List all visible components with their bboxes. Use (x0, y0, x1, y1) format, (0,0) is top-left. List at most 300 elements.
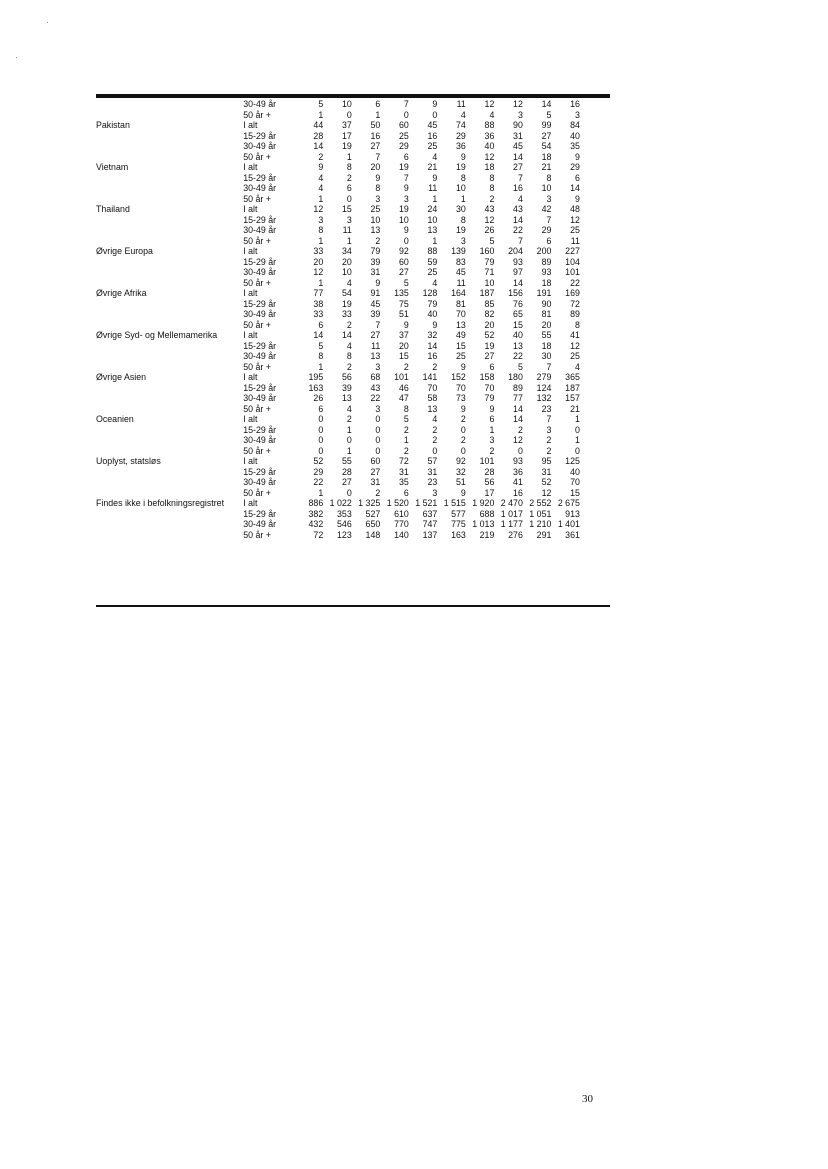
value-cell: 28 (313, 130, 324, 142)
country-label (96, 531, 243, 542)
value-cell: 128 (422, 288, 438, 299)
value-cell: 27 (541, 130, 552, 142)
value-cell: 9 (375, 172, 381, 184)
value-cell: 886 (308, 498, 324, 509)
value-cell: 637 (422, 508, 438, 520)
country-label (96, 426, 243, 437)
age-group-label: 50 år + (243, 529, 271, 541)
value-cell: 10 (541, 183, 552, 194)
value-cell: 9 (318, 162, 324, 173)
value-cell: 8 (346, 162, 352, 173)
value-cell: 16 (427, 351, 438, 362)
value-cell: 82 (484, 309, 495, 320)
value-cell: 18 (541, 151, 552, 163)
value-cell: 25 (427, 267, 438, 278)
value-cell: 12 (484, 151, 495, 163)
country-label (96, 174, 243, 185)
value-cell: 10 (341, 267, 352, 278)
value-cell: 5 (546, 109, 552, 121)
value-cell: 19 (456, 162, 466, 173)
value-cell: 2 (375, 487, 381, 499)
value-cell: 27 (341, 477, 352, 488)
value-cell: 527 (365, 508, 381, 520)
country-label: Thailand (96, 204, 130, 215)
country-label (96, 268, 243, 279)
value-cell: 4 (346, 340, 352, 352)
value-cell: 577 (451, 508, 466, 520)
table-bottom-rule (96, 605, 610, 607)
value-cell: 60 (398, 120, 409, 131)
country-label (96, 142, 243, 153)
value-cell: 40 (513, 330, 523, 341)
value-cell: 1 (346, 235, 352, 247)
value-cell: 70 (484, 382, 495, 394)
value-cell: 3 (460, 235, 466, 247)
value-cell: 39 (370, 309, 381, 320)
value-cell: 99 (541, 120, 552, 131)
value-cell: 50 (370, 120, 381, 131)
value-cell: 42 (541, 204, 552, 215)
value-cell: 6 (403, 487, 409, 499)
value-cell: 31 (398, 466, 409, 478)
value-cell: 1 210 (529, 519, 552, 530)
value-cell: 93 (513, 456, 523, 467)
value-cell: 14 (513, 214, 523, 226)
value-cell: 2 (318, 151, 324, 163)
value-cell: 14 (313, 330, 324, 341)
table-row (96, 216, 580, 227)
country-label (96, 520, 243, 531)
age-group-label: 50 år + (243, 151, 271, 163)
value-cell: 688 (479, 508, 495, 520)
value-cell: 0 (375, 414, 381, 425)
table-row (96, 331, 580, 342)
value-cell: 40 (427, 309, 438, 320)
value-cell: 16 (427, 130, 438, 142)
value-cell: 14 (513, 151, 523, 163)
table-row (96, 111, 580, 122)
value-cell: 48 (570, 204, 580, 215)
value-cell: 0 (318, 435, 324, 446)
country-label: Uoplyst, statsløs (96, 456, 161, 467)
value-cell: 546 (337, 519, 352, 530)
value-cell: 26 (313, 393, 324, 404)
value-cell: 45 (456, 267, 466, 278)
value-cell: 9 (375, 277, 381, 289)
value-cell: 41 (570, 330, 580, 341)
value-cell: 15 (398, 351, 409, 362)
value-cell: 8 (489, 183, 495, 194)
value-cell: 0 (375, 424, 381, 436)
value-cell: 23 (427, 477, 438, 488)
value-cell: 1 (318, 277, 324, 289)
value-cell: 37 (398, 330, 409, 341)
value-cell: 92 (456, 456, 466, 467)
value-cell: 15 (570, 487, 580, 499)
value-cell: 19 (456, 225, 466, 236)
age-group-label: I alt (243, 456, 258, 467)
value-cell: 4 (432, 277, 438, 289)
value-cell: 27 (398, 267, 409, 278)
value-cell: 20 (541, 319, 552, 331)
value-cell: 11 (371, 340, 381, 352)
age-group-label: 15-29 år (243, 382, 277, 394)
value-cell: 7 (375, 151, 381, 163)
country-label (96, 510, 243, 521)
age-group-label: I alt (243, 498, 258, 509)
age-group-label: 15-29 år (243, 424, 277, 436)
value-cell: 8 (460, 172, 466, 184)
value-cell: 13 (370, 351, 381, 362)
value-cell: 4 (346, 277, 352, 289)
value-cell: 8 (318, 225, 324, 236)
value-cell: 89 (541, 256, 552, 268)
value-cell: 79 (427, 298, 438, 310)
age-group-label: 15-29 år (243, 508, 277, 520)
value-cell: 56 (341, 372, 352, 383)
value-cell: 14 (313, 141, 324, 152)
age-group-label: 30-49 år (243, 435, 277, 446)
value-cell: 9 (460, 361, 466, 373)
statistics-table (96, 100, 580, 541)
value-cell: 101 (394, 372, 409, 383)
value-cell: 1 (575, 414, 580, 425)
value-cell: 19 (341, 298, 352, 310)
table-row (96, 195, 580, 206)
age-group-label: 30-49 år (243, 225, 277, 236)
value-cell: 8 (575, 319, 580, 331)
age-group-label: 30-49 år (243, 141, 277, 152)
table-row (96, 478, 580, 489)
value-cell: 92 (398, 246, 409, 257)
value-cell: 20 (313, 256, 324, 268)
value-cell: 88 (427, 246, 438, 257)
country-label: Øvrige Syd- og Mellemamerika (96, 330, 218, 341)
table-row (96, 405, 580, 416)
value-cell: 6 (489, 361, 495, 373)
value-cell: 17 (341, 130, 352, 142)
value-cell: 14 (513, 414, 523, 425)
age-group-label: 15-29 år (243, 340, 277, 352)
value-cell: 60 (370, 456, 381, 467)
value-cell: 52 (484, 330, 495, 341)
value-cell: 0 (375, 435, 381, 446)
value-cell: 29 (398, 141, 409, 152)
value-cell: 4 (575, 361, 580, 373)
value-cell: 32 (456, 466, 466, 478)
value-cell: 132 (536, 393, 552, 404)
value-cell: 81 (456, 298, 466, 310)
value-cell: 3 (546, 193, 552, 205)
value-cell: 1 (318, 193, 324, 205)
value-cell: 54 (541, 141, 552, 152)
value-cell: 51 (456, 477, 466, 488)
value-cell: 77 (313, 288, 324, 299)
value-cell: 3 (489, 435, 495, 446)
age-group-label: 50 år + (243, 235, 271, 247)
value-cell: 32 (427, 330, 438, 341)
value-cell: 913 (565, 508, 580, 520)
value-cell: 20 (370, 162, 381, 173)
value-cell: 12 (570, 214, 580, 226)
age-group-label: I alt (243, 204, 258, 215)
value-cell: 9 (432, 172, 438, 184)
age-group-label: 15-29 år (243, 256, 277, 268)
value-cell: 0 (403, 109, 409, 121)
value-cell: 11 (570, 235, 580, 247)
table-row (96, 205, 580, 216)
value-cell: 72 (313, 529, 324, 541)
value-cell: 75 (398, 298, 409, 310)
value-cell: 20 (341, 256, 352, 268)
value-cell: 79 (484, 256, 495, 268)
value-cell: 13 (370, 225, 381, 236)
age-group-label: I alt (243, 246, 258, 257)
value-cell: 4 (318, 172, 324, 184)
value-cell: 1 (346, 151, 352, 163)
value-cell: 19 (341, 141, 352, 152)
value-cell: 9 (575, 151, 580, 163)
value-cell: 33 (313, 246, 324, 257)
value-cell: 361 (565, 529, 580, 541)
value-cell: 10 (370, 214, 381, 226)
country-label: Vietnam (96, 162, 129, 173)
value-cell: 39 (341, 382, 352, 394)
value-cell: 11 (456, 99, 466, 110)
value-cell: 1 017 (500, 508, 523, 520)
value-cell: 29 (541, 225, 552, 236)
value-cell: 1 (318, 235, 324, 247)
value-cell: 8 (375, 183, 381, 194)
value-cell: 31 (370, 477, 381, 488)
value-cell: 40 (570, 130, 580, 142)
value-cell: 16 (513, 183, 523, 194)
value-cell: 12 (513, 99, 523, 110)
value-cell: 163 (451, 529, 466, 541)
value-cell: 38 (313, 298, 324, 310)
country-label (96, 478, 243, 489)
value-cell: 18 (541, 340, 552, 352)
value-cell: 31 (427, 466, 438, 478)
value-cell: 9 (432, 319, 438, 331)
value-cell: 60 (398, 256, 409, 268)
value-cell: 89 (513, 382, 523, 394)
value-cell: 8 (489, 172, 495, 184)
age-group-label: 50 år + (243, 445, 271, 457)
value-cell: 610 (394, 508, 409, 520)
value-cell: 30 (541, 351, 552, 362)
value-cell: 21 (427, 162, 438, 173)
value-cell: 1 521 (415, 498, 438, 509)
value-cell: 156 (508, 288, 523, 299)
value-cell: 1 (489, 424, 495, 436)
value-cell: 124 (536, 382, 552, 394)
value-cell: 9 (575, 193, 580, 205)
table-row (96, 520, 580, 531)
value-cell: 29 (570, 162, 580, 173)
value-cell: 10 (398, 214, 409, 226)
value-cell: 51 (398, 309, 409, 320)
value-cell: 191 (536, 288, 552, 299)
country-label: Findes ikke i befolkningsregistret (96, 498, 225, 509)
country-label (96, 300, 243, 311)
value-cell: 30 (456, 204, 466, 215)
value-cell: 76 (513, 298, 523, 310)
age-group-label: 15-29 år (243, 172, 277, 184)
value-cell: 2 (403, 424, 409, 436)
age-group-label: 30-49 år (243, 99, 277, 110)
value-cell: 3 (432, 487, 438, 499)
age-group-label: 30-49 år (243, 519, 277, 530)
table-body (96, 100, 580, 541)
value-cell: 54 (341, 288, 352, 299)
age-group-label: I alt (243, 120, 258, 131)
value-cell: 55 (541, 330, 552, 341)
value-cell: 89 (570, 309, 580, 320)
table-row (96, 258, 580, 269)
value-cell: 81 (541, 309, 552, 320)
value-cell: 1 (318, 109, 324, 121)
value-cell: 35 (570, 141, 580, 152)
value-cell: 27 (370, 141, 381, 152)
value-cell: 18 (541, 277, 552, 289)
value-cell: 72 (398, 456, 409, 467)
age-group-label: I alt (243, 330, 258, 341)
value-cell: 2 470 (500, 498, 523, 509)
table-row (96, 153, 580, 164)
value-cell: 1 (318, 487, 324, 499)
value-cell: 44 (313, 120, 324, 131)
value-cell: 7 (403, 99, 409, 110)
country-label: Pakistan (96, 120, 130, 131)
value-cell: 650 (365, 519, 381, 530)
value-cell: 432 (308, 519, 324, 530)
value-cell: 73 (456, 393, 466, 404)
value-cell: 29 (456, 130, 466, 142)
value-cell: 8 (403, 403, 409, 415)
value-cell: 6 (318, 403, 324, 415)
value-cell: 20 (398, 340, 409, 352)
value-cell: 1 (460, 193, 466, 205)
age-group-label: 50 år + (243, 109, 271, 121)
value-cell: 93 (513, 256, 523, 268)
value-cell: 0 (403, 235, 409, 247)
value-cell: 2 (403, 361, 409, 373)
value-cell: 22 (513, 351, 523, 362)
age-group-label: 30-49 år (243, 477, 277, 488)
value-cell: 79 (484, 393, 495, 404)
value-cell: 13 (427, 403, 438, 415)
country-label (96, 436, 243, 447)
value-cell: 55 (341, 456, 352, 467)
value-cell: 14 (570, 183, 580, 194)
value-cell: 77 (513, 393, 523, 404)
value-cell: 101 (479, 456, 495, 467)
value-cell: 13 (427, 225, 438, 236)
value-cell: 4 (489, 109, 495, 121)
age-group-label: 15-29 år (243, 130, 277, 142)
value-cell: 14 (513, 277, 523, 289)
value-cell: 14 (541, 99, 552, 110)
value-cell: 291 (536, 529, 552, 541)
value-cell: 91 (370, 288, 381, 299)
age-group-label: 30-49 år (243, 351, 277, 362)
value-cell: 25 (456, 351, 466, 362)
value-cell: 16 (513, 487, 523, 499)
value-cell: 68 (370, 372, 381, 383)
value-cell: 31 (541, 466, 552, 478)
value-cell: 1 520 (386, 498, 409, 509)
value-cell: 90 (513, 120, 523, 131)
country-label: Øvrige Europa (96, 246, 153, 257)
country-label (96, 310, 243, 321)
value-cell: 1 920 (472, 498, 495, 509)
value-cell: 31 (513, 130, 523, 142)
value-cell: 5 (318, 340, 324, 352)
age-group-label: 15-29 år (243, 298, 277, 310)
value-cell: 5 (489, 235, 495, 247)
value-cell: 46 (398, 382, 409, 394)
value-cell: 24 (427, 204, 438, 215)
value-cell: 34 (341, 246, 352, 257)
value-cell: 2 (546, 445, 552, 457)
value-cell: 9 (403, 319, 409, 331)
age-group-label: 50 år + (243, 277, 271, 289)
value-cell: 3 (318, 214, 324, 226)
value-cell: 19 (398, 162, 409, 173)
value-cell: 775 (451, 519, 466, 530)
value-cell: 104 (565, 256, 580, 268)
table-row (96, 300, 580, 311)
scan-speck (16, 57, 17, 58)
value-cell: 23 (541, 403, 552, 415)
value-cell: 11 (456, 277, 466, 289)
value-cell: 35 (398, 477, 409, 488)
age-group-label: I alt (243, 414, 258, 425)
value-cell: 0 (460, 445, 466, 457)
age-group-label: I alt (243, 372, 258, 383)
value-cell: 2 675 (557, 498, 580, 509)
table-row (96, 457, 580, 468)
value-cell: 9 (403, 225, 409, 236)
value-cell: 0 (346, 109, 352, 121)
value-cell: 25 (570, 351, 580, 362)
value-cell: 1 (403, 435, 409, 446)
value-cell: 137 (422, 529, 438, 541)
value-cell: 5 (517, 361, 523, 373)
value-cell: 5 (403, 277, 409, 289)
value-cell: 158 (479, 372, 495, 383)
value-cell: 22 (570, 277, 580, 289)
value-cell: 41 (513, 477, 523, 488)
value-cell: 37 (341, 120, 352, 131)
value-cell: 0 (375, 445, 381, 457)
value-cell: 47 (398, 393, 409, 404)
value-cell: 9 (460, 403, 466, 415)
value-cell: 125 (565, 456, 580, 467)
value-cell: 1 325 (358, 498, 381, 509)
value-cell: 204 (508, 246, 523, 257)
value-cell: 2 (460, 435, 466, 446)
value-cell: 169 (565, 288, 580, 299)
value-cell: 219 (479, 529, 495, 541)
value-cell: 22 (370, 393, 381, 404)
value-cell: 2 (432, 361, 438, 373)
value-cell: 72 (570, 298, 580, 310)
country-label (96, 342, 243, 353)
value-cell: 17 (484, 487, 495, 499)
value-cell: 227 (565, 246, 580, 257)
